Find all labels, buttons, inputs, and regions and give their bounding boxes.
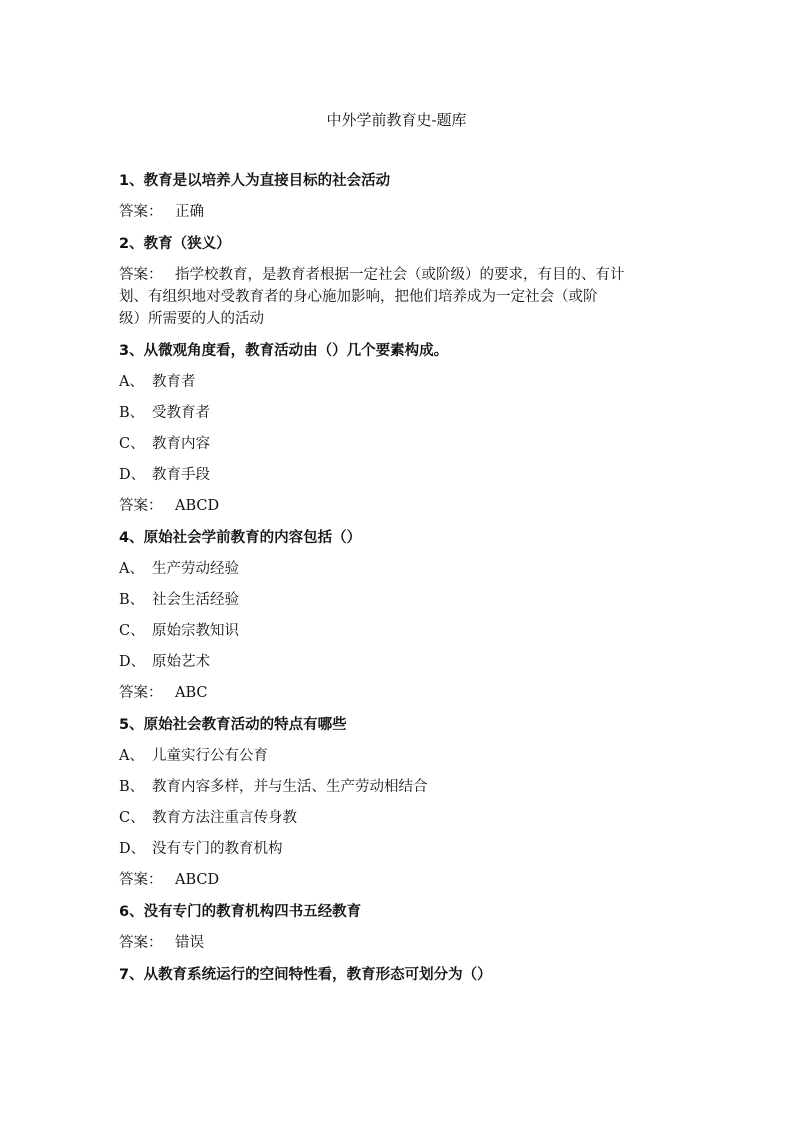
answer-continuation: 划、有组织地对受教育者的身心施加影响，把他们培养成为一定社会（或阶 <box>119 289 598 305</box>
answer-label: 答案： <box>119 685 163 701</box>
option-b <box>119 776 679 798</box>
question-item <box>119 170 679 223</box>
option-text: 没有专门的教育机构 <box>152 841 283 857</box>
answer-line <box>119 869 679 891</box>
answer-label: 答案： <box>119 204 163 220</box>
option-c <box>119 433 679 455</box>
option-letter: C、 <box>119 810 145 826</box>
answer-line <box>119 932 679 954</box>
option-c <box>119 807 679 829</box>
option-text: 原始艺术 <box>152 654 210 670</box>
answer-value: ABCD <box>175 498 220 514</box>
document-title: 中外学前教育史-题库 <box>326 111 467 129</box>
option-b <box>119 589 679 611</box>
option-text: 教育者 <box>152 374 196 390</box>
question-list <box>119 170 679 986</box>
option-a <box>119 371 679 393</box>
option-letter: C、 <box>119 436 145 452</box>
option-a <box>119 745 679 767</box>
answer-value: ABC <box>175 685 208 701</box>
option-letter: A、 <box>119 748 144 764</box>
option-text: 教育手段 <box>152 467 210 483</box>
question-item <box>119 714 679 891</box>
question-item <box>119 340 679 517</box>
answer-label: 答案： <box>119 935 163 951</box>
option-d <box>119 464 679 486</box>
answer-value: 正确 <box>175 204 204 220</box>
option-letter: D、 <box>119 654 146 670</box>
option-a <box>119 558 679 580</box>
answer-continuation: 级）所需要的人的活动 <box>119 311 264 327</box>
option-letter: A、 <box>119 374 144 390</box>
option-c <box>119 620 679 642</box>
answer-line <box>119 682 679 704</box>
option-letter: B、 <box>119 592 145 608</box>
answer-value: ABCD <box>175 872 220 888</box>
question-item <box>119 964 679 986</box>
option-d <box>119 651 679 673</box>
option-text: 教育内容 <box>152 436 210 452</box>
answer-value: 错误 <box>175 935 204 951</box>
answer-label: 答案： <box>119 267 163 283</box>
question-text: 4、原始社会学前教育的内容包括（） <box>119 530 362 546</box>
option-letter: B、 <box>119 779 145 795</box>
option-letter: D、 <box>119 841 146 857</box>
answer-line <box>119 201 679 223</box>
option-letter: D、 <box>119 467 146 483</box>
option-text: 社会生活经验 <box>152 592 239 608</box>
option-text: 生产劳动经验 <box>152 561 239 577</box>
question-text: 7、从教育系统运行的空间特性看，教育形态可划分为（） <box>119 967 492 983</box>
question-item <box>119 901 679 954</box>
option-letter: A、 <box>119 561 144 577</box>
option-letter: B、 <box>119 405 145 421</box>
question-item <box>119 527 679 704</box>
option-d <box>119 838 679 860</box>
option-b <box>119 402 679 424</box>
option-text: 教育方法注重言传身教 <box>152 810 297 826</box>
question-text: 5、原始社会教育活动的特点有哪些 <box>119 717 347 733</box>
answer-label: 答案： <box>119 872 163 888</box>
option-text: 原始宗教知识 <box>152 623 239 639</box>
option-text: 教育内容多样，并与生活、生产劳动相结合 <box>152 779 428 795</box>
question-text: 2、教育（狭义） <box>119 236 231 252</box>
answer-label: 答案： <box>119 498 163 514</box>
option-text: 受教育者 <box>152 405 210 421</box>
question-text: 6、没有专门的教育机构四书五经教育 <box>119 904 362 920</box>
option-text: 儿童实行公有公育 <box>152 748 268 764</box>
answer-line <box>119 264 679 286</box>
answer-value: 指学校教育，是教育者根据一定社会（或阶级）的要求，有目的、有计 <box>175 267 625 283</box>
question-item <box>119 233 679 330</box>
option-letter: C、 <box>119 623 145 639</box>
question-text: 3、从微观角度看，教育活动由（）几个要素构成。 <box>119 343 449 359</box>
answer-line <box>119 495 679 517</box>
question-text: 1、教育是以培养人为直接目标的社会活动 <box>119 173 391 189</box>
